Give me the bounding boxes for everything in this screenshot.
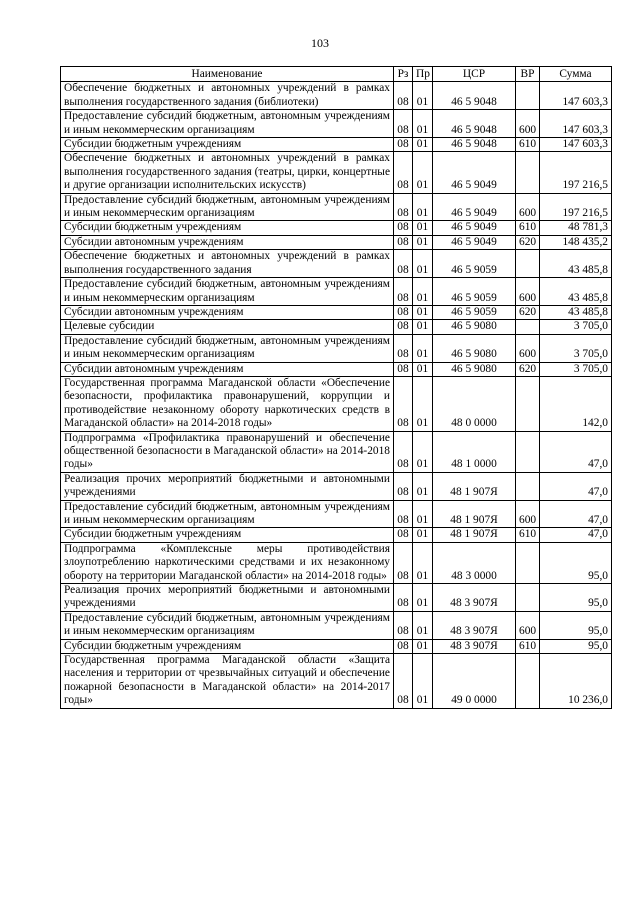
- table-row: [61, 193, 612, 221]
- cell-name: Государственная программа Магаданской области «Обеспечение безопасности, профилактика правонарушений, коррупции и противодействие незаконному обороту наркотических средств в Магаданской области» на 2014-2018 годы»: [61, 376, 394, 431]
- cell-vr: 600: [516, 611, 540, 639]
- cell-pr: 01: [413, 528, 433, 542]
- cell-pr: 01: [413, 320, 433, 334]
- cell-rz: 08: [394, 305, 413, 319]
- cell-rz: 08: [394, 278, 413, 306]
- cell-csr: 48 1 907Я: [433, 500, 516, 528]
- cell-csr: 48 3 907Я: [433, 639, 516, 653]
- table-row: [61, 528, 612, 542]
- cell-rz: 08: [394, 235, 413, 249]
- cell-vr: [516, 82, 540, 110]
- cell-rz: 08: [394, 110, 413, 138]
- table-row: [61, 82, 612, 110]
- cell-name: Предоставление субсидий бюджетным, автономным учреждениям и иным некоммерческим организациям: [61, 110, 394, 138]
- cell-vr: [516, 472, 540, 500]
- cell-vr: [516, 431, 540, 472]
- cell-name: Целевые субсидии: [61, 320, 394, 334]
- cell-sum: 147 603,3: [540, 82, 612, 110]
- cell-name: Подпрограмма «Профилактика правонарушений и обеспечение общественной безопасности в Магаданской области» на 2014-2018 годы»: [61, 431, 394, 472]
- cell-csr: 48 3 0000: [433, 542, 516, 583]
- cell-pr: 01: [413, 362, 433, 376]
- cell-name: Предоставление субсидий бюджетным, автономным учреждениям и иным некоммерческим организациям: [61, 193, 394, 221]
- cell-vr: [516, 584, 540, 612]
- cell-sum: 47,0: [540, 528, 612, 542]
- header-rz: Рз: [394, 67, 413, 82]
- cell-sum: 95,0: [540, 542, 612, 583]
- cell-sum: 142,0: [540, 376, 612, 431]
- header-row: [61, 67, 612, 82]
- cell-sum: 43 485,8: [540, 278, 612, 306]
- cell-vr: 600: [516, 500, 540, 528]
- cell-pr: 01: [413, 305, 433, 319]
- cell-vr: 610: [516, 138, 540, 152]
- table-row: [61, 472, 612, 500]
- cell-sum: 3 705,0: [540, 362, 612, 376]
- cell-sum: 10 236,0: [540, 654, 612, 709]
- cell-name: Государственная программа Магаданской области «Защита населения и территории от чрезвычайных ситуаций и обеспечение пожарной безопасности в Магаданской области» на 2014-2017 годы»: [61, 654, 394, 709]
- cell-vr: [516, 376, 540, 431]
- table-row: [61, 221, 612, 235]
- cell-sum: 43 485,8: [540, 250, 612, 278]
- cell-csr: 46 5 9059: [433, 305, 516, 319]
- cell-rz: 08: [394, 639, 413, 653]
- cell-name: Субсидии автономным учреждениям: [61, 362, 394, 376]
- header-name: Наименование: [61, 67, 394, 82]
- cell-pr: 01: [413, 542, 433, 583]
- cell-csr: 46 5 9048: [433, 110, 516, 138]
- table-row: [61, 110, 612, 138]
- cell-csr: 46 5 9048: [433, 82, 516, 110]
- cell-sum: 147 603,3: [540, 110, 612, 138]
- cell-csr: 46 5 9080: [433, 334, 516, 362]
- cell-csr: 48 1 907Я: [433, 528, 516, 542]
- cell-pr: 01: [413, 193, 433, 221]
- cell-vr: 620: [516, 362, 540, 376]
- table-row: [61, 305, 612, 319]
- cell-csr: 48 3 907Я: [433, 611, 516, 639]
- cell-name: Субсидии автономным учреждениям: [61, 235, 394, 249]
- cell-rz: 08: [394, 82, 413, 110]
- cell-pr: 01: [413, 138, 433, 152]
- cell-name: Обеспечение бюджетных и автономных учреждений в рамках выполнения государственного задания (театры, цирки, концертные и другие организации исполнительских искусств): [61, 152, 394, 193]
- cell-name: Обеспечение бюджетных и автономных учреждений в рамках выполнения государственного задания (библиотеки): [61, 82, 394, 110]
- cell-name: Обеспечение бюджетных и автономных учреждений в рамках выполнения государственного задания: [61, 250, 394, 278]
- cell-pr: 01: [413, 500, 433, 528]
- header-vr: ВР: [516, 67, 540, 82]
- cell-name: Субсидии бюджетным учреждениям: [61, 528, 394, 542]
- cell-csr: 46 5 9049: [433, 152, 516, 193]
- cell-vr: [516, 320, 540, 334]
- cell-name: Предоставление субсидий бюджетным, автономным учреждениям и иным некоммерческим организациям: [61, 611, 394, 639]
- cell-rz: 08: [394, 611, 413, 639]
- budget-table: [60, 66, 612, 709]
- cell-name: Реализация прочих мероприятий бюджетными и автономными учреждениями: [61, 584, 394, 612]
- table-row: [61, 320, 612, 334]
- header-csr: ЦСР: [433, 67, 516, 82]
- table-row: [61, 639, 612, 653]
- table-row: [61, 584, 612, 612]
- cell-name: Субсидии бюджетным учреждениям: [61, 221, 394, 235]
- cell-rz: 08: [394, 362, 413, 376]
- cell-vr: [516, 542, 540, 583]
- cell-vr: 610: [516, 528, 540, 542]
- cell-csr: 46 5 9059: [433, 278, 516, 306]
- cell-rz: 08: [394, 193, 413, 221]
- cell-name: Субсидии автономным учреждениям: [61, 305, 394, 319]
- cell-sum: 197 216,5: [540, 193, 612, 221]
- cell-sum: 197 216,5: [540, 152, 612, 193]
- cell-name: Подпрограмма «Комплексные меры противодействия злоупотреблению наркотическими средствами и их незаконному обороту на территории Магаданской области» на 2014-2018 годы»: [61, 542, 394, 583]
- cell-vr: 600: [516, 193, 540, 221]
- cell-sum: 147 603,3: [540, 138, 612, 152]
- cell-rz: 08: [394, 376, 413, 431]
- cell-pr: 01: [413, 334, 433, 362]
- cell-csr: 46 5 9048: [433, 138, 516, 152]
- table-row: [61, 152, 612, 193]
- cell-rz: 08: [394, 152, 413, 193]
- table-row: [61, 334, 612, 362]
- cell-rz: 08: [394, 542, 413, 583]
- cell-vr: 610: [516, 221, 540, 235]
- table-row: [61, 611, 612, 639]
- cell-rz: 08: [394, 320, 413, 334]
- cell-pr: 01: [413, 654, 433, 709]
- cell-pr: 01: [413, 639, 433, 653]
- cell-pr: 01: [413, 584, 433, 612]
- cell-pr: 01: [413, 221, 433, 235]
- cell-rz: 08: [394, 472, 413, 500]
- cell-sum: 3 705,0: [540, 334, 612, 362]
- cell-sum: 43 485,8: [540, 305, 612, 319]
- cell-pr: 01: [413, 431, 433, 472]
- cell-rz: 08: [394, 138, 413, 152]
- cell-sum: 3 705,0: [540, 320, 612, 334]
- cell-rz: 08: [394, 334, 413, 362]
- cell-name: Субсидии бюджетным учреждениям: [61, 138, 394, 152]
- cell-name: Предоставление субсидий бюджетным, автономным учреждениям и иным некоммерческим организациям: [61, 334, 394, 362]
- cell-pr: 01: [413, 278, 433, 306]
- cell-rz: 08: [394, 528, 413, 542]
- cell-csr: 46 5 9049: [433, 235, 516, 249]
- cell-vr: [516, 654, 540, 709]
- cell-csr: 48 0 0000: [433, 376, 516, 431]
- cell-sum: 95,0: [540, 639, 612, 653]
- cell-sum: 47,0: [540, 431, 612, 472]
- cell-vr: 620: [516, 235, 540, 249]
- cell-vr: 600: [516, 334, 540, 362]
- page-number: 103: [311, 36, 329, 50]
- cell-vr: 620: [516, 305, 540, 319]
- cell-csr: 49 0 0000: [433, 654, 516, 709]
- cell-pr: 01: [413, 235, 433, 249]
- cell-pr: 01: [413, 250, 433, 278]
- table-row: [61, 376, 612, 431]
- cell-vr: [516, 250, 540, 278]
- cell-csr: 48 1 0000: [433, 431, 516, 472]
- table-row: [61, 431, 612, 472]
- cell-rz: 08: [394, 654, 413, 709]
- cell-csr: 46 5 9059: [433, 250, 516, 278]
- table-row: [61, 138, 612, 152]
- cell-pr: 01: [413, 611, 433, 639]
- cell-rz: 08: [394, 500, 413, 528]
- cell-csr: 46 5 9049: [433, 193, 516, 221]
- cell-vr: 600: [516, 110, 540, 138]
- cell-sum: 95,0: [540, 611, 612, 639]
- header-pr: Пр: [413, 67, 433, 82]
- cell-csr: 48 3 907Я: [433, 584, 516, 612]
- cell-vr: [516, 152, 540, 193]
- cell-rz: 08: [394, 584, 413, 612]
- cell-name: Предоставление субсидий бюджетным, автономным учреждениям и иным некоммерческим организациям: [61, 278, 394, 306]
- cell-pr: 01: [413, 82, 433, 110]
- cell-sum: 47,0: [540, 500, 612, 528]
- cell-name: Предоставление субсидий бюджетным, автономным учреждениям и иным некоммерческим организациям: [61, 500, 394, 528]
- table-row: [61, 500, 612, 528]
- cell-rz: 08: [394, 431, 413, 472]
- cell-csr: 46 5 9049: [433, 221, 516, 235]
- table-row: [61, 235, 612, 249]
- cell-csr: 46 5 9080: [433, 320, 516, 334]
- table-row: [61, 250, 612, 278]
- cell-vr: 600: [516, 278, 540, 306]
- cell-rz: 08: [394, 250, 413, 278]
- cell-pr: 01: [413, 152, 433, 193]
- table-row: [61, 362, 612, 376]
- cell-pr: 01: [413, 472, 433, 500]
- cell-sum: 48 781,3: [540, 221, 612, 235]
- cell-pr: 01: [413, 376, 433, 431]
- cell-rz: 08: [394, 221, 413, 235]
- cell-sum: 148 435,2: [540, 235, 612, 249]
- cell-vr: 610: [516, 639, 540, 653]
- header-sum: Сумма: [540, 67, 612, 82]
- table-row: [61, 542, 612, 583]
- cell-csr: 46 5 9080: [433, 362, 516, 376]
- table-row: [61, 278, 612, 306]
- cell-pr: 01: [413, 110, 433, 138]
- cell-csr: 48 1 907Я: [433, 472, 516, 500]
- cell-sum: 95,0: [540, 584, 612, 612]
- cell-name: Субсидии бюджетным учреждениям: [61, 639, 394, 653]
- table-row: [61, 654, 612, 709]
- cell-sum: 47,0: [540, 472, 612, 500]
- cell-name: Реализация прочих мероприятий бюджетными и автономными учреждениями: [61, 472, 394, 500]
